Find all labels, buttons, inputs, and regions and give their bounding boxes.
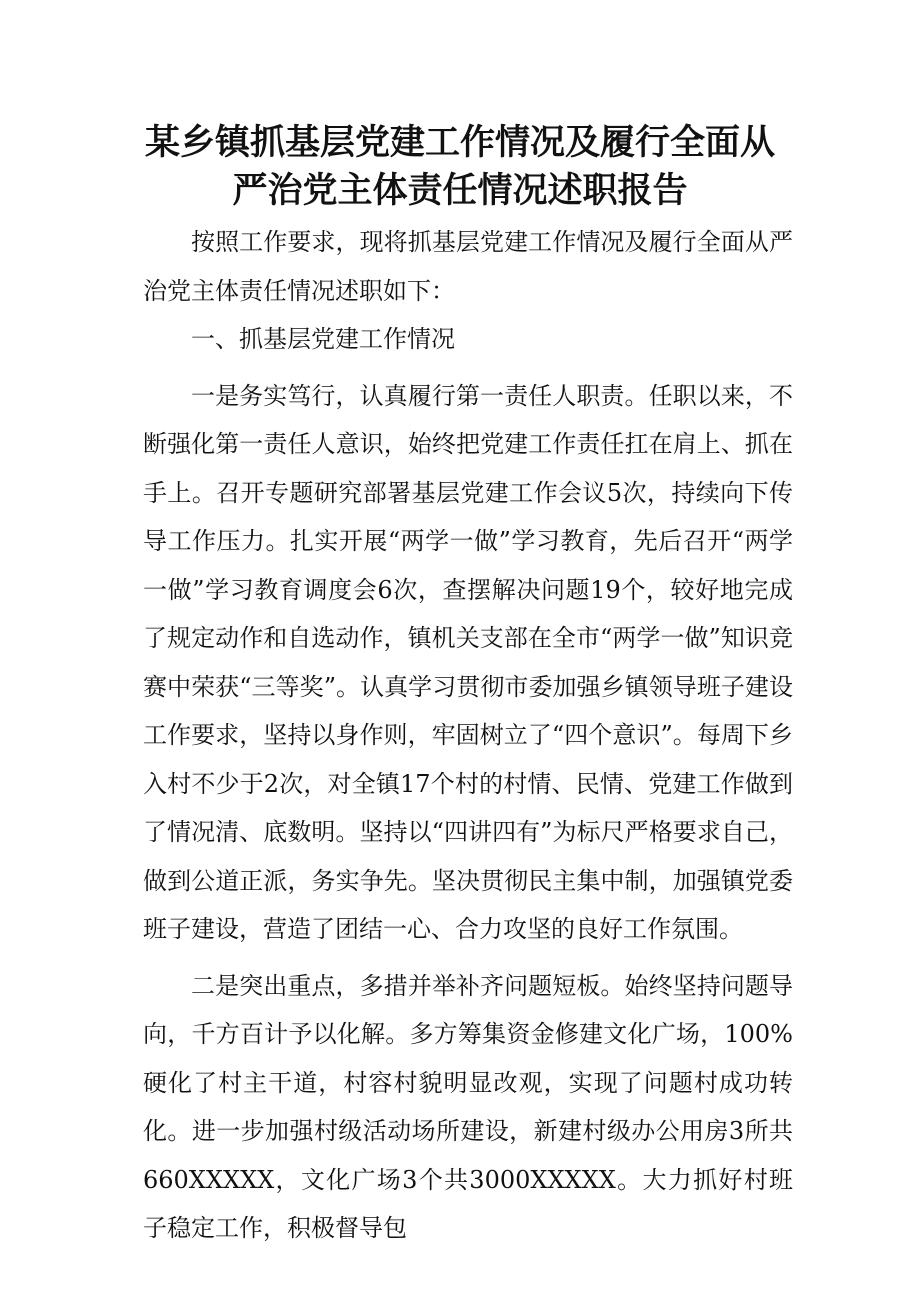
body-paragraph-1: 一是务实笃行，认真履行第一责任人职责。任职以来，不断强化第一责任人意识，始终把党建工作责任扛在肩上、抓在手上。召开专题研究部署基层党建工作会议5次，持续向下传导工作压力。扎实开展“两学一做”学习教育，先后召开“两学一做”学习教育调度会6次，查摆解决问题19个，较好地完成了规定动作和自选动作，镇机关支部在全市“两学一做”知识竞赛中荣获“三等奖”。认真学习贯彻市委加强乡镇领导班子建设工作要求，坚持以身作则，牢固树立了“四个意识”。每周下乡入村不少于2次，对全镇17个村的村情、民情、党建工作做到了情况清、底数明。坚持以“四讲四有”为标尺严格要求自己，做到公道正派，务实争先。坚决贯彻民主集中制，加强镇党委班子建设，营造了团结一心、合力攻坚的良好工作氛围。: [143, 381, 793, 943]
intro-paragraph: 按照工作要求，现将抓基层党建工作情况及履行全面从严治党主体责任情况述职如下：: [143, 228, 793, 305]
section-heading: 一、抓基层党建工作情况: [191, 325, 455, 353]
document-title-line-1: 某乡镇抓基层党建工作情况及履行全面从: [144, 123, 775, 163]
document-body: [143, 218, 793, 1253]
document-title-line-2: 严治党主体责任情况述职报告: [232, 171, 688, 211]
body-paragraph-2: 二是突出重点，多措并举补齐问题短板。始终坚持问题导向，千方百计予以化解。多方筹集资金修建文化广场，100%硬化了村主干道，村容村貌明显改观，实现了问题村成功转化。进一步加强村级活动场所建设，新建村级办公用房3所共660XXXXX，文化广场3个共3000XXXXX。大力抓好村班子稳定工作，积极督导包: [143, 971, 793, 1242]
